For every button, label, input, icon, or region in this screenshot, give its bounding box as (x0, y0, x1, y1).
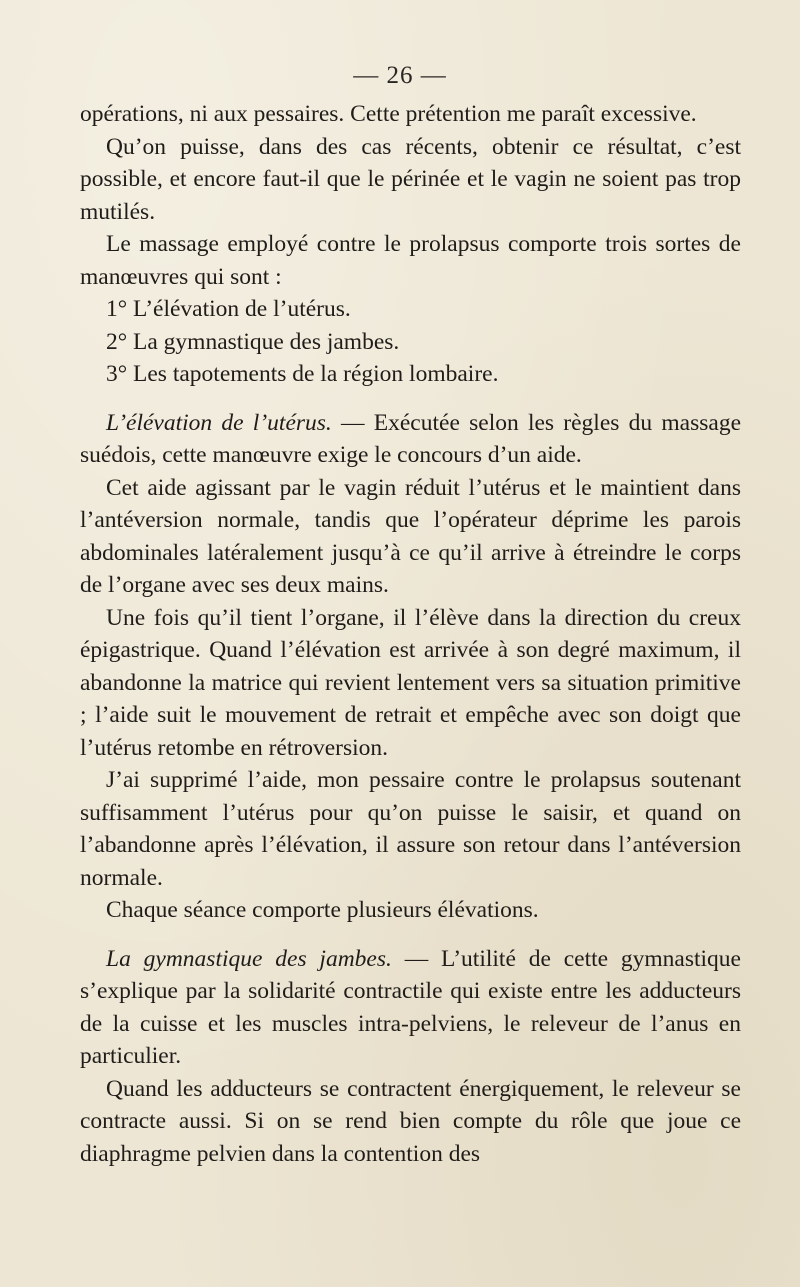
paragraph: opérations, ni aux pessaires. Cette prétention me paraît excessive. (80, 101, 697, 127)
section-gymnastics (80, 943, 741, 1073)
body-text (80, 98, 741, 1170)
list-item-gymnastics: 2° La gymnastique des jambes. (106, 328, 400, 355)
paragraph: Le massage employé contre le prolapsus comporte trois sortes de manœuvres qui sont : (80, 231, 741, 290)
page-number: — 26 — (353, 62, 447, 89)
paragraph: Cet aide agissant par le vagin réduit l’utérus et le maintient dans l’antéversion normale, tandis que l’opérateur déprime les parois abdominales latéralement jusqu’à ce qu’il arrive à étreindre le corps de l’organe avec ses deux mains. (80, 474, 741, 598)
section-heading: La gymnastique des jambes. (106, 945, 392, 972)
paragraph: Qu’on puisse, dans des cas récents, obtenir ce résultat, c’est possible, et encore faut-il que le périnée et le vagin ne soient pas trop mutilés. (80, 133, 741, 225)
paragraph: Une fois qu’il tient l’organe, il l’élève dans la direction du creux épigastrique. Quand l’élévation est arrivée à son degré maximum, il abandonne la matrice qui revient lentement vers sa situation primitive ; l’aide suit le mouvement de retrait et empêche avec son doigt que l’utérus retombe en rétroversion. (80, 604, 741, 761)
section-text: — Exécutée selon les règles du massage suédois, cette manœuvre exige le concours d’un aide. (80, 409, 741, 468)
paragraph: J’ai supprimé l’aide, mon pessaire contre le prolapsus soutenant suffisamment l’utérus pour qu’on puisse le saisir, et quand on l’abandonne après l’élévation, il assure son retour dans l’antéversion normale. (80, 767, 741, 891)
section-text: — L’utilité de cette gymnastique s’explique par la solidarité contractile qui existe entre les adducteurs de la cuisse et les muscles intra-pelviens, le releveur de l’anus en particulier. (80, 945, 741, 1069)
list-item-elevation: 1° L’élévation de l’utérus. (106, 296, 351, 322)
section-heading: L’élévation de l’utérus. (106, 409, 332, 436)
paragraph: Chaque séance comporte plusieurs élévations. (106, 897, 539, 923)
paragraph: Quand les adducteurs se contractent énergiquement, le releveur se contracte aussi. Si on se rend bien compte du rôle que joue ce diaphragme pelvien dans la contention des (80, 1075, 741, 1167)
list-item-tapotements: 3° Les tapotements de la région lombaire. (106, 361, 499, 387)
section-elevation (80, 407, 741, 472)
